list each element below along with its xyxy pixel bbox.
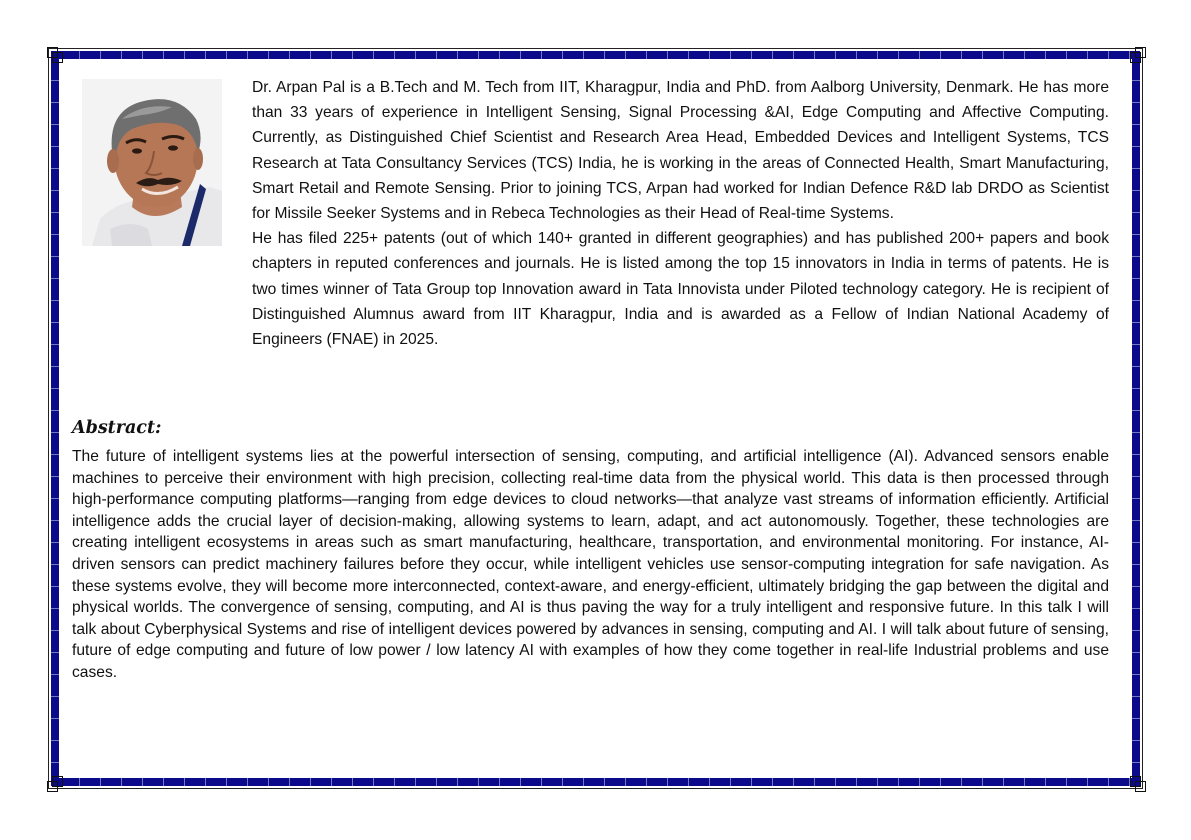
abstract-heading: Abstract: (72, 418, 162, 438)
speaker-portrait-illustration (82, 79, 222, 246)
abstract-body: The future of intelligent systems lies at the powerful intersection of sensing, computing, and artificial intelligence (AI). Advanced sensors enable machines to perceive their environment with high precision, collecting real-time data from the physical world. This data is then processed through high-performance computing platforms—ranging from edge devices to cloud networks—that analyze vast streams of information efficiently. Artificial intelligence adds the crucial layer of decision-making, allowing systems to learn, adapt, and act autonomously. Together, these technologies are creating intelligent ecosystems in areas such as smart manufacturing, healthcare, transportation, and environmental monitoring. For instance, AI-driven sensors can predict machinery failures before they occur, while intelligent vehicles use sensor-computing integration for safe navigation. As these systems evolve, they will become more interconnected, context-aware, and energy-efficient, ultimately bridging the gap between the digital and physical worlds. The convergence of sensing, computing, and AI is thus paving the way for a truly intelligent and responsive future. In this talk I will talk about Cyberphysical Systems and rise of intelligent devices powered by advances in sensing, computing and AI. I will talk about future of sensing, future of edge computing and future of low power / low latency AI with examples of how they come together in real-life Industrial problems and use cases. (72, 448, 1109, 681)
bio-paragraph-2: He has filed 225+ patents (out of which 140+ granted in different geographies) and has published 200+ papers and book chapters in reputed conferences and journals. He is listed among the top 15 innovators in India in terms of patents. He is two times winner of Tata Group top Innovation award in Tata Innovista under Piloted technology category. He is recipient of Distinguished Alumnus award from IIT Kharagpur, India and is awarded as a Fellow of Indian National Academy of Engineers (FNAE) in 2025. (252, 230, 1109, 349)
bio-paragraph-1: Dr. Arpan Pal is a B.Tech and M. Tech from IIT, Kharagpur, India and PhD. from Aalborg University, Denmark. He has more than 33 years of experience in Intelligent Sensing, Signal Processing &AI, Edge Computing and Affective Computing. Currently, as Distinguished Chief Scientist and Research Area Head, Embedded Devices and Intelligent Systems, TCS Research at Tata Consultancy Services (TCS) India, he is working in the areas of Connected Health, Smart Manufacturing, Smart Retail and Remote Sensing. Prior to joining TCS, Arpan had worked for Indian Defence R&D lab DRDO as Scientist for Missile Seeker Systems and in Rebeca Technologies as their Head of Real-time Systems. (252, 79, 1109, 223)
speaker-bio (252, 75, 1109, 352)
speaker-photo (82, 79, 222, 246)
